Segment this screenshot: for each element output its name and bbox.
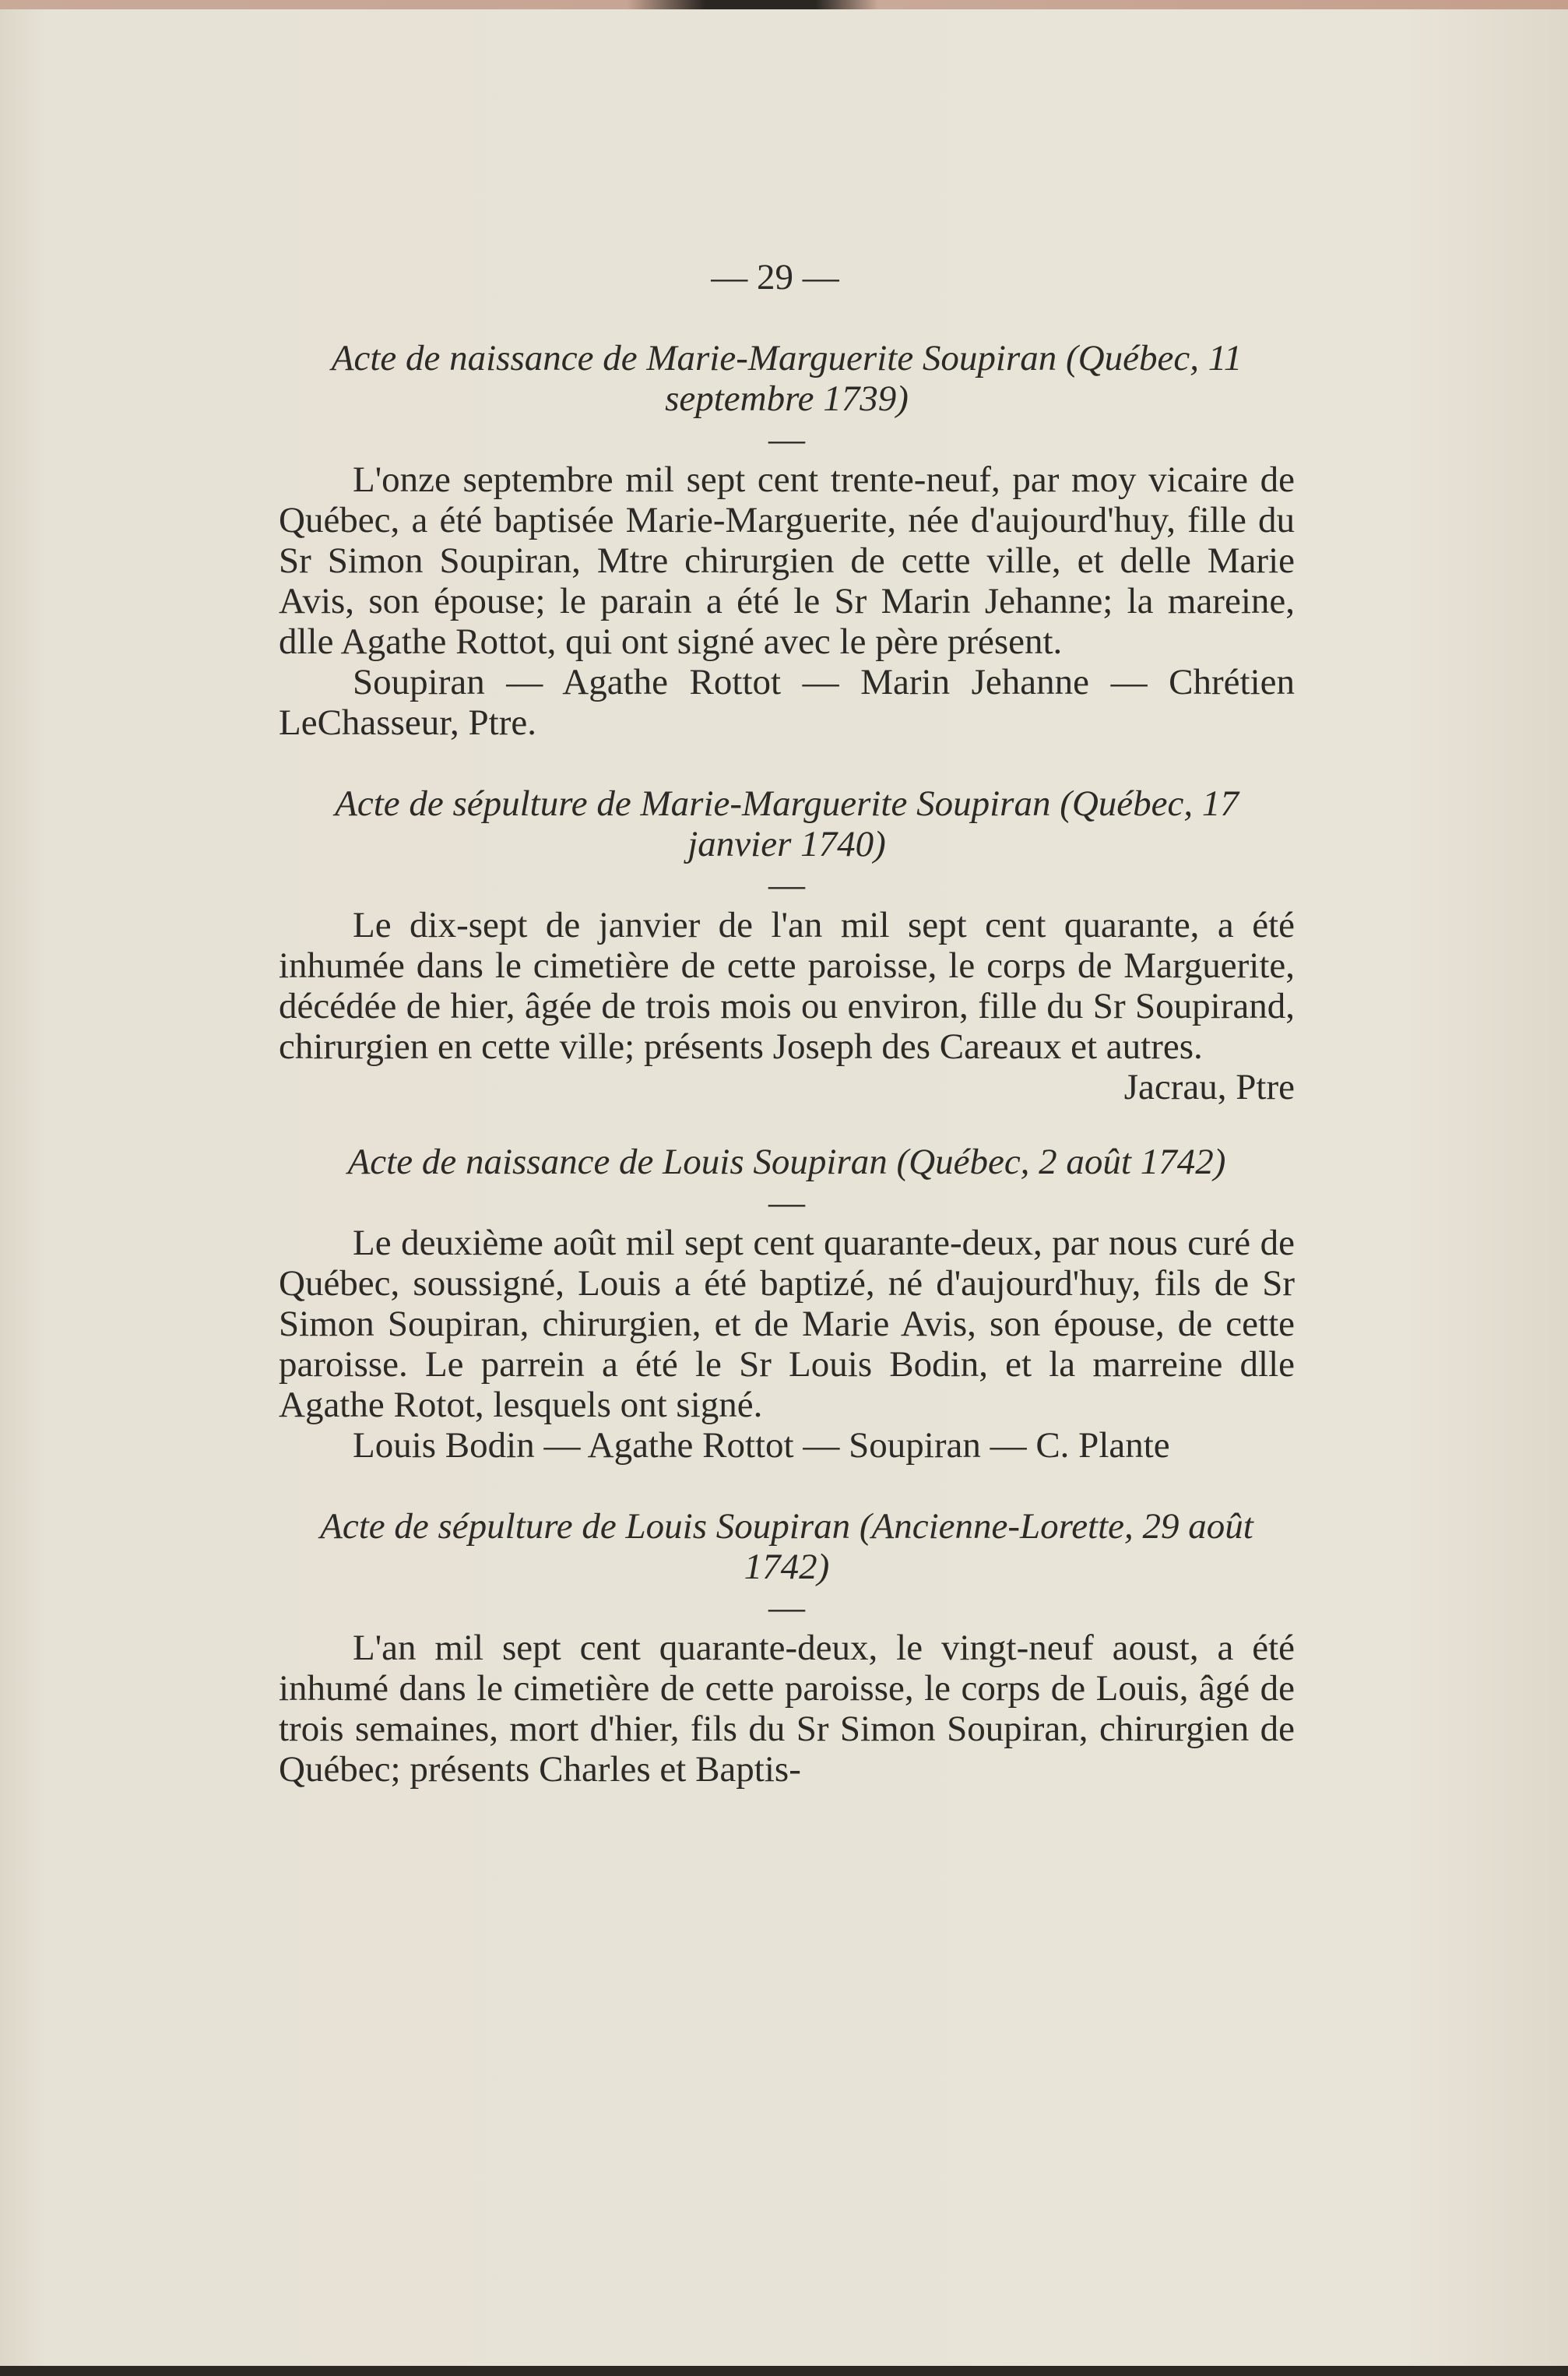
- record-heading: Acte de naissance de Louis Soupiran (Québec, 2 août 1742): [347, 1142, 1226, 1182]
- record-birth-marie-marguerite: [279, 338, 1295, 743]
- record-body: Le dix-sept de janvier de l'an mil sept cent quarante, a été inhumée dans le cimetière de cette paroisse, le corps de Marguerite, décédée de hier, âgée de trois mois ou environ, fille du Sr Soupirand, chirurgien en cette ville; présents Joseph des Careaux et autres.: [279, 905, 1295, 1067]
- record-body: L'an mil sept cent quarante-deux, le vingt-neuf aoust, a été inhumé dans le cimetière de cette paroisse, le corps de Louis, âgé de trois semaines, mort d'hier, fils du Sr Simon Soupiran, chirurgien de Québec; présents Charles et Baptis-: [279, 1628, 1295, 1790]
- separator-dash: —: [768, 864, 805, 905]
- record-signatures: Jacrau, Ptre: [1123, 1067, 1295, 1107]
- separator-dash: —: [768, 419, 805, 459]
- bottom-edge-strip: [0, 2366, 1568, 2376]
- record-body: Le deuxième août mil sept cent quarante-deux, par nous curé de Québec, soussigné, Louis a été baptizé, né d'aujourd'huy, fils de Sr Simon Soupiran, chirurgien, et de Marie Avis, son épouse, de cette paroisse. Le parrein a été le Sr Louis Bodin, et la marreine dlle Agathe Rotot, lesquels ont signé.: [279, 1223, 1295, 1425]
- record-body: L'onze septembre mil sept cent trente-neuf, par moy vicaire de Québec, a été baptisée Marie-Marguerite, née d'aujourd'huy, fille du Sr Simon Soupiran, Mtre chirurgien de cette ville, et delle Marie Avis, son épouse; le parain a été le Sr Marin Jehanne; la mareine, dlle Agathe Rottot, qui ont signé avec le père présent.: [279, 459, 1295, 662]
- record-signatures: Soupiran — Agathe Rottot — Marin Jehanne — Chrétien LeChasseur, Ptre.: [279, 662, 1295, 743]
- record-signatures: Louis Bodin — Agathe Rottot — Soupiran — C. Plante: [353, 1425, 1170, 1466]
- record-burial-louis: [279, 1506, 1295, 1790]
- record-heading: Acte de sépulture de Marie-Marguerite Soupiran (Québec, 17 janvier 1740): [335, 783, 1239, 864]
- record-heading: Acte de sépulture de Louis Soupiran (Ancienne-Lorette, 29 août 1742): [320, 1506, 1253, 1587]
- record-heading: Acte de naissance de Marie-Marguerite Soupiran (Québec, 11 septembre 1739): [331, 338, 1243, 419]
- separator-dash: —: [768, 1587, 805, 1628]
- text-block: [279, 257, 1295, 1824]
- top-edge-strip: [0, 0, 1568, 9]
- record-birth-louis: [279, 1142, 1295, 1466]
- page-number: — 29 —: [711, 257, 839, 297]
- record-burial-marie-marguerite: [279, 783, 1295, 1107]
- separator-dash: —: [768, 1182, 805, 1223]
